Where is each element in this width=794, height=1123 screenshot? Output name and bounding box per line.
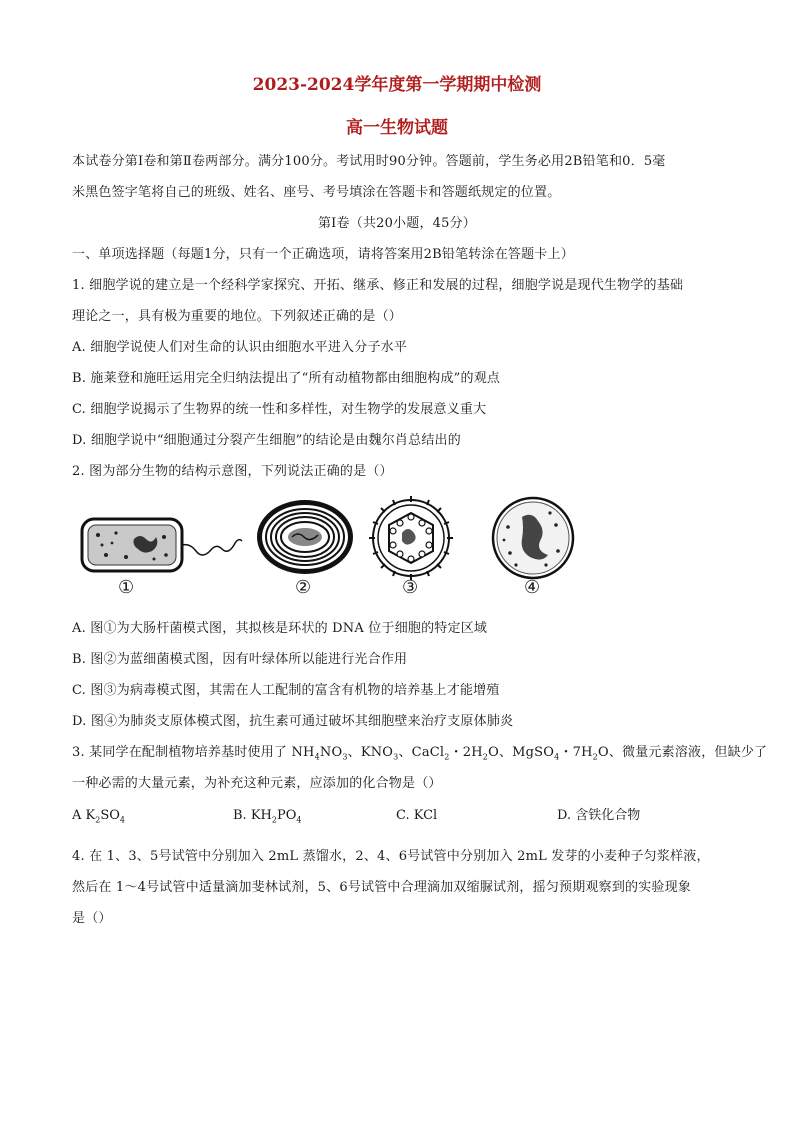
q3-stem-line-1: 3. 某同学在配制植物培养基时使用了 $NH_4NO_3$、$KNO_3$、CaCl$_2$・$2H_2O$、MgSO$_4$・$7H_2O$、微量元素溶液，但缺少了 xyxy=(72,745,768,762)
q4-stem-line-1: 4. 在 1、3、5号试管中分别加入 2mL 蒸馏水，2、4、6号试管中分别加入 2mL 发芽的小麦种子匀浆样液， xyxy=(72,849,710,864)
q2-figure xyxy=(76,495,576,605)
intro-line-1: 本试卷分第Ⅰ卷和第Ⅱ卷两部分。满分100分。考试用时90分钟。答题前，学生务必用2B铅笔和0．5毫 xyxy=(72,154,666,169)
q2-option-c: C. 图③为病毒模式图，其需在人工配制的富含有机物的培养基上才能增殖 xyxy=(72,683,500,698)
q2-option-d: D. 图④为肺炎支原体模式图，抗生素可通过破坏其细胞壁来治疗支原体肺炎 xyxy=(72,714,514,729)
q1-option-a: A. 细胞学说使人们对生命的认识由细胞水平进入分子水平 xyxy=(72,340,408,355)
q4-stem-line-2: 然后在 1～4号试管中适量滴加斐林试剂，5、6号试管中合理滴加双缩脲试剂，摇匀预期观察到的实验现象 xyxy=(72,880,692,895)
q1-option-d: D. 细胞学说中“细胞通过分裂产生细胞”的结论是由魏尔肖总结出的 xyxy=(72,433,461,448)
q3-option-d: D. 含铁化合物 xyxy=(557,808,641,823)
cyanobacterium-figure xyxy=(254,497,356,577)
figure-label-4: ④ xyxy=(524,577,541,598)
exam-title: 2023-2024学年度第一学期期中检测 xyxy=(252,75,542,95)
q2-option-b: B. 图②为蓝细菌模式图，因有叶绿体所以能进行光合作用 xyxy=(72,652,408,667)
q1-option-c: C. 细胞学说揭示了生物界的统一性和多样性，对生物学的发展意义重大 xyxy=(72,402,487,417)
q3-option-a: A $K_2SO_4$ xyxy=(72,808,125,825)
figure-label-2: ② xyxy=(295,577,312,598)
figure-label-1: ① xyxy=(118,577,135,598)
q1-option-b: B. 施莱登和施旺运用完全归纳法提出了“所有动植物都由细胞构成”的观点 xyxy=(72,371,501,386)
virus-figure xyxy=(366,495,456,581)
bacterium-figure xyxy=(76,515,246,575)
q3-option-b: B. $KH_2PO_4$ xyxy=(233,808,302,825)
q2-stem: 2. 图为部分生物的结构示意图，下列说法正确的是（） xyxy=(72,464,393,479)
q4-stem-line-3: 是（） xyxy=(72,911,112,926)
exam-subtitle: 高一生物试题 xyxy=(346,118,448,138)
q1-stem-line-2: 理论之一，具有极为重要的地位。下列叙述正确的是（） xyxy=(72,309,403,324)
figure-label-3: ③ xyxy=(402,577,419,598)
q3-stem-line-2: 一种必需的大量元素，为补充这种元素，应添加的化合物是（） xyxy=(72,776,442,791)
q3-option-c: C. KCl xyxy=(396,808,438,823)
intro-line-2: 米黑色签字笔将自己的班级、姓名、座号、考号填涂在答题卡和答题纸规定的位置。 xyxy=(72,185,561,200)
volume-heading: 第Ⅰ卷（共20小题，45分） xyxy=(317,216,477,231)
mycoplasma-figure xyxy=(486,495,580,581)
part-heading: 一、单项选择题（每题1分，只有一个正确选项，请将答案用2B铅笔转涂在答题卡上） xyxy=(72,247,574,262)
q2-option-a: A. 图①为大肠杆菌模式图，其拟核是环状的 DNA 位于细胞的特定区域 xyxy=(72,621,488,636)
q1-stem-line-1: 1. 细胞学说的建立是一个经科学家探究、开拓、继承、修正和发展的过程，细胞学说是现代生物学的基础 xyxy=(72,278,684,293)
